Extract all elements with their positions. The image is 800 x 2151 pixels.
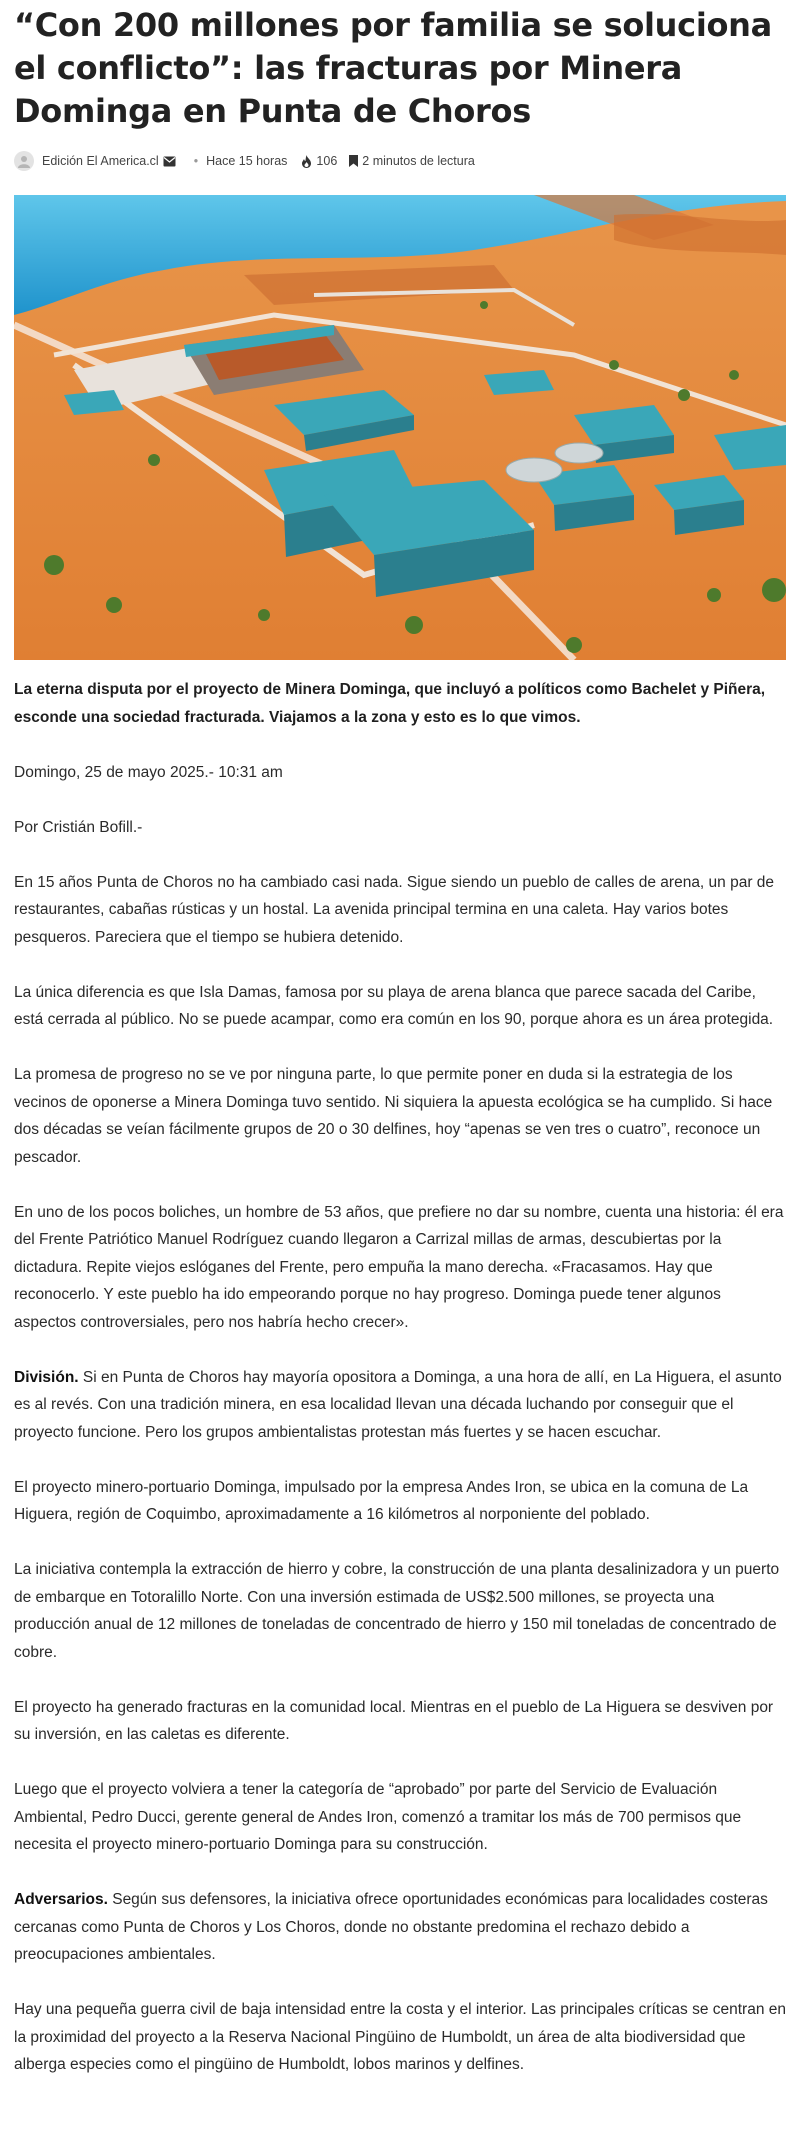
section-label-adversarios: Adversarios.	[14, 1891, 108, 1908]
avatar-icon[interactable]	[14, 151, 34, 171]
article-lead: La eterna disputa por el proyecto de Minera Dominga, que incluyó a políticos como Bachelet y Piñera, esconde una sociedad fracturada. Viajamos a la zona y esto es lo que vimos.	[14, 681, 766, 726]
paragraph: En 15 años Punta de Choros no ha cambiado casi nada. Sigue siendo un pueblo de calles de arena, un par de restaurantes, cabañas rústicas y un hostal. La avenida principal termina en una caleta. Hay varios botes pesqueros. Pareciera que el tiempo se hubiera detenido.	[14, 873, 775, 946]
article-byline: Por Cristián Bofill.-	[14, 818, 143, 836]
bookmark-icon	[349, 155, 358, 167]
paragraph: El proyecto ha generado fracturas en la comunidad local. Mientras en el pueblo de La Higuera se desviven por su inversión, en las caletas es diferente.	[14, 1698, 774, 1743]
envelope-icon[interactable]	[163, 156, 176, 167]
view-count: 106	[316, 154, 338, 168]
paragraph: Hay una pequeña guerra civil de baja intensidad entre la costa y el interior. Las principales críticas se centran en la proximidad del proyecto a la Reserva Nacional Pingüino de Humboldt, un área de alta biodiversidad que alberga especies como el pingüino de Humboldt, lobos marinos y delfines.	[14, 2001, 787, 2073]
paragraph-division-text: Si en Punta de Choros hay mayoría opositora a Dominga, a una hora de allí, en La Higuera, el asunto es al revés. Con una tradición minera, en esa localidad llevan una década luchando por conseguir que el proyecto funcione. Pero los grupos ambientalistas protestan más fuertes y se hacen escuchar.	[14, 1368, 782, 1441]
article-title: “Con 200 millones por familia se soluciona el conflicto”: las fracturas por Minera Dominga en Punta de Choros	[14, 6, 772, 130]
paragraph: La única diferencia es que Isla Damas, famosa por su playa de arena blanca que parece sacada del Caribe, está cerrada al público. No se puede acampar, como era común en los 90, porque ahora es un área protegida.	[14, 983, 774, 1028]
paragraph: La promesa de progreso no se ve por ninguna parte, lo que permite poner en duda si la estrategia de los vecinos de oponerse a Minera Dominga tuvo sentido. Ni siquiera la apuesta ecológica se ha cumplido. Si hace dos décadas se veían fácilmente grupos de 20 o 30 delfines, hoy “apenas se ven tres o cuatro”, reconoce un pescador.	[14, 1066, 773, 1166]
paragraph-division	[14, 1364, 786, 1447]
paragraph: Luego que el proyecto volviera a tener la categoría de “aprobado” por parte del Servicio de Evaluación Ambiental, Pedro Ducci, gerente general de Andes Iron, comenzó a tramitar los más de 700 permisos que necesita el proyecto minero-portuario Dominga para su construcción.	[14, 1781, 742, 1853]
article-date: Domingo, 25 de mayo 2025.- 10:31 am	[14, 763, 283, 781]
section-label-division: División.	[14, 1368, 79, 1386]
publish-time: Hace 15 horas	[206, 154, 288, 168]
author-link[interactable]: Edición El America.cl	[42, 154, 159, 168]
paragraph: En uno de los pocos boliches, un hombre de 53 años, que prefiere no dar su nombre, cuenta una historia: él era del Frente Patriótico Manuel Rodríguez cuando llegaron a Carrizal millas de armas, descubiertas por la dictadura. Repite viejos eslóganes del Frente, pero empuña la mano derecha. «Fracasamos. Hay que reconocerlo. Y este pueblo ha ido empeorando porque no hay progreso. Dominga puede tener algunos aspectos controversiales, pero nos habría hecho crecer».	[14, 1203, 784, 1331]
paragraph: El proyecto minero-portuario Dominga, impulsado por la empresa Andes Iron, se ubica en la comuna de La Higuera, región de Coquimbo, aproximadamente a 16 kilómetros al norponiente del poblado.	[14, 1478, 749, 1523]
article-body	[14, 676, 786, 2106]
paragraph-adversarios-text: Según sus defensores, la iniciativa ofrece oportunidades económicas para localidades costeras cercanas como Punta de Choros y Los Choros, donde no obstante predomina el rechazo debido a preocupaciones ambientales.	[14, 1891, 768, 1963]
separator-dot-icon: •	[193, 154, 199, 168]
hero-image	[14, 195, 786, 660]
paragraph-adversarios	[14, 1886, 786, 1969]
reading-time: 2 minutos de lectura	[362, 154, 475, 168]
article-meta	[14, 150, 786, 172]
flame-icon	[301, 155, 312, 168]
paragraph: La iniciativa contempla la extracción de hierro y cobre, la construcción de una planta desalinizadora y un puerto de embarque en Totoralillo Norte. Con una inversión estimada de US$2.500 millones, se proyecta una producción anual de 12 millones de toneladas de concentrado de hierro y 150 mil toneladas de concentrado de cobre.	[14, 1561, 780, 1661]
